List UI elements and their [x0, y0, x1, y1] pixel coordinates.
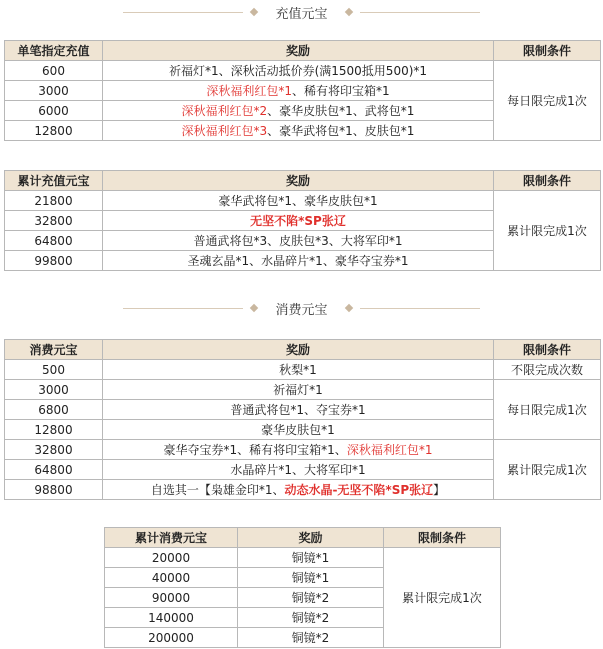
reward-text: 豪华夺宝券*1、稀有将印宝箱*1、: [163, 442, 347, 457]
divider-line: [123, 308, 243, 309]
amount-cell: 600: [5, 61, 103, 81]
section-title-text: 充值元宝: [275, 6, 328, 22]
reward-text: 圣魂玄晶*1、水晶碎片*1、豪华夺宝券*1: [187, 253, 409, 268]
reward-cell: [103, 400, 494, 420]
reward-cell: [103, 480, 494, 500]
diamond-icon: [344, 8, 352, 16]
divider-line: [123, 12, 243, 13]
header-amount: 单笔指定充值: [5, 41, 103, 61]
header-reward: 奖励: [103, 171, 494, 191]
consume-table: [4, 339, 601, 500]
reward-cell: [103, 251, 494, 271]
amount-cell: 6800: [5, 400, 103, 420]
limit-cell: 累计限完成1次: [384, 548, 501, 648]
reward-cell: 铜镜*1: [238, 548, 384, 568]
diamond-icon: [344, 304, 352, 312]
reward-cell: [103, 231, 494, 251]
divider-line: [360, 308, 480, 309]
reward-cell: [103, 440, 494, 460]
amount-cell: 200000: [105, 628, 238, 648]
diamond-icon: [250, 304, 258, 312]
header-limit: 限制条件: [494, 41, 601, 61]
header-limit: 限制条件: [384, 528, 501, 548]
reward-cell: [103, 380, 494, 400]
amount-cell: 32800: [5, 440, 103, 460]
reward-text: 深秋福利红包*1: [346, 442, 433, 457]
reward-text: 】: [433, 482, 446, 497]
reward-cell: 铜镜*2: [238, 628, 384, 648]
section-title-consume: [0, 297, 603, 319]
reward-text: 豪华武将包*1、豪华皮肤包*1: [218, 193, 378, 208]
header-limit: 限制条件: [494, 171, 601, 191]
amount-cell: 64800: [5, 460, 103, 480]
amount-cell: 140000: [105, 608, 238, 628]
table-row: [5, 61, 601, 81]
header-amount: 消费元宝: [5, 340, 103, 360]
reward-text: 普通武将包*3、皮肤包*3、大将军印*1: [193, 233, 403, 248]
limit-cell: 每日限完成1次: [494, 61, 601, 141]
amount-cell: 12800: [5, 121, 103, 141]
table-row: [105, 548, 501, 568]
limit-cell: 累计限完成1次: [494, 191, 601, 271]
limit-cell: 不限完成次数: [494, 360, 601, 380]
reward-cell: [103, 191, 494, 211]
reward-cell: [103, 101, 494, 121]
reward-text: 动态水晶-无坚不陷*SP张辽: [284, 482, 434, 497]
cumulative-recharge-table: [4, 170, 601, 271]
amount-cell: 21800: [5, 191, 103, 211]
reward-cell: [103, 121, 494, 141]
reward-cell: [103, 420, 494, 440]
limit-cell: 累计限完成1次: [494, 440, 601, 500]
diamond-icon: [250, 8, 258, 16]
reward-cell: [103, 360, 494, 380]
cumulative-consume-table: [104, 527, 501, 648]
amount-cell: 99800: [5, 251, 103, 271]
amount-cell: 64800: [5, 231, 103, 251]
section-title-recharge: [0, 1, 603, 23]
reward-cell: [103, 460, 494, 480]
single-recharge-table: [4, 40, 601, 141]
amount-cell: 3000: [5, 380, 103, 400]
table-row: [5, 191, 601, 211]
reward-text: 普通武将包*1、夺宝券*1: [230, 402, 366, 417]
reward-text: 深秋福利红包*2: [181, 103, 268, 118]
reward-text: 祈福灯*1: [273, 382, 323, 397]
limit-cell: 每日限完成1次: [494, 380, 601, 440]
header-reward: 奖励: [103, 340, 494, 360]
reward-text: 、豪华武将包*1、皮肤包*1: [267, 123, 415, 138]
amount-cell: 32800: [5, 211, 103, 231]
amount-cell: 40000: [105, 568, 238, 588]
reward-cell: 铜镜*2: [238, 588, 384, 608]
table-row: [5, 380, 601, 400]
header-limit: 限制条件: [494, 340, 601, 360]
amount-cell: 12800: [5, 420, 103, 440]
reward-cell: 铜镜*1: [238, 568, 384, 588]
amount-cell: 98800: [5, 480, 103, 500]
reward-text: 无坚不陷*SP张辽: [250, 213, 346, 228]
reward-text: 深秋福利红包*1: [206, 83, 292, 98]
amount-cell: 20000: [105, 548, 238, 568]
amount-cell: 90000: [105, 588, 238, 608]
reward-text: 、豪华皮肤包*1、武将包*1: [267, 103, 415, 118]
reward-text: 自选其一【枭雄金印*1、: [150, 482, 285, 497]
header-reward: 奖励: [103, 41, 494, 61]
amount-cell: 3000: [5, 81, 103, 101]
reward-cell: [103, 81, 494, 101]
divider-line: [360, 12, 480, 13]
reward-text: 豪华皮肤包*1: [261, 422, 335, 437]
section-title-text: 消费元宝: [275, 302, 328, 318]
header-reward: 奖励: [238, 528, 384, 548]
reward-text: 深秋福利红包*3: [181, 123, 268, 138]
amount-cell: 500: [5, 360, 103, 380]
table-row: [5, 440, 601, 460]
reward-cell: [103, 211, 494, 231]
reward-text: 水晶碎片*1、大将军印*1: [230, 462, 366, 477]
amount-cell: 6000: [5, 101, 103, 121]
reward-text: 秋梨*1: [279, 362, 317, 377]
reward-cell: 铜镜*2: [238, 608, 384, 628]
header-amount: 累计充值元宝: [5, 171, 103, 191]
reward-text: 、稀有将印宝箱*1: [292, 83, 390, 98]
header-amount: 累计消费元宝: [105, 528, 238, 548]
table-row: [5, 360, 601, 380]
reward-cell: [103, 61, 494, 81]
reward-text: 祈福灯*1、深秋活动抵价券(满1500抵用500)*1: [168, 63, 428, 78]
